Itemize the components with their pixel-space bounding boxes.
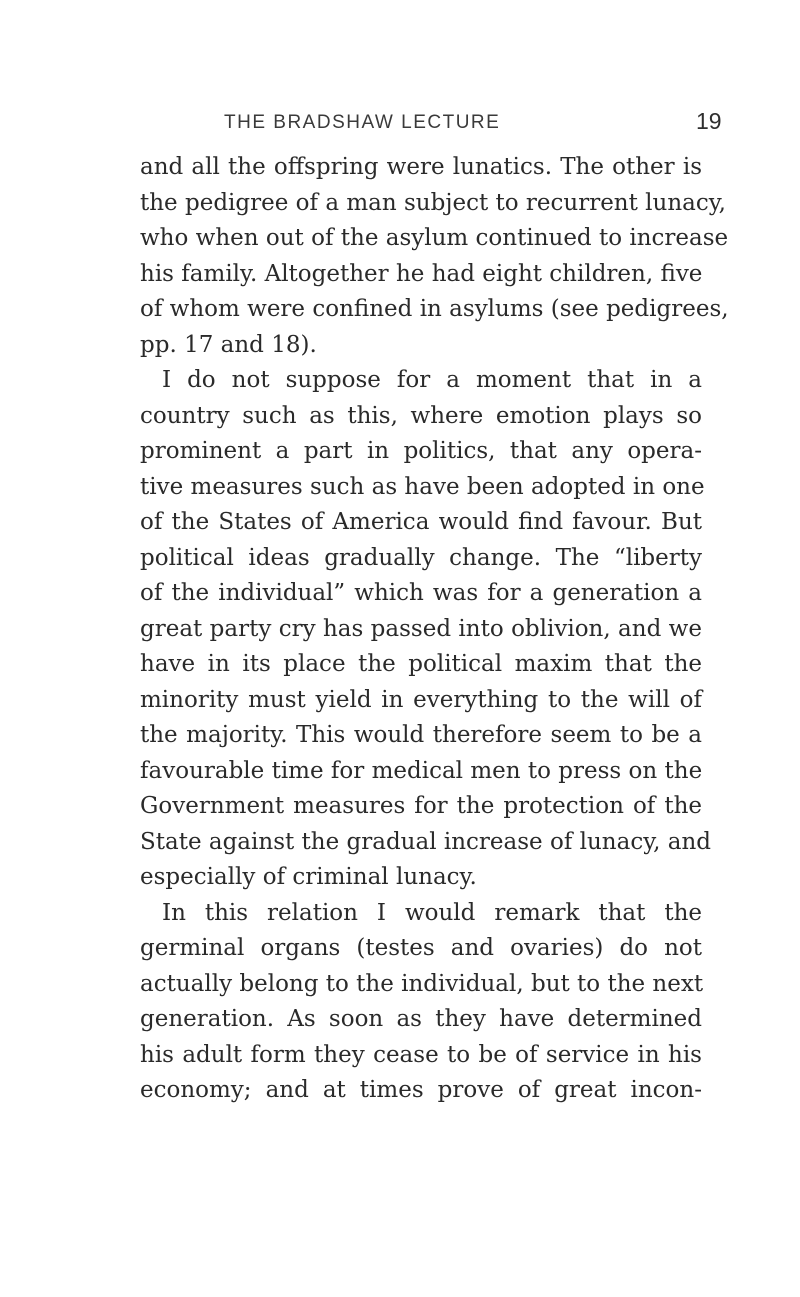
text-line: country such as this, where emotion plays so — [140, 402, 702, 429]
page-number: 19 — [696, 108, 722, 134]
text-line: who when out of the asylum continued to increase — [140, 225, 729, 251]
text-line: the majority. This would therefore seem to be a — [140, 722, 702, 748]
text-line: generation. As soon as they have determined — [140, 1006, 702, 1032]
text-line: great party cry has passed into oblivion, and we — [140, 615, 702, 642]
text-line: Government measures for the protection of the — [140, 793, 702, 819]
text-line: pp. 17 and 18). — [140, 331, 317, 358]
text-line: the pedigree of a man subject to recurrent lunacy, — [140, 189, 726, 216]
text-line: especially of criminal lunacy. — [140, 864, 477, 890]
paragraph-start: In this relation I would remark that the — [162, 899, 702, 926]
text-line: tive measures such as have been adopted in one — [140, 473, 705, 500]
text-line: minority must yield in everything to the will of — [140, 686, 702, 713]
text-line: and all the offspring were lunatics. The other is — [140, 154, 702, 180]
text-line: economy; and at times prove of great incon- — [140, 1077, 702, 1103]
text-line: prominent a part in politics, that any opera- — [140, 438, 702, 464]
text-line: political ideas gradually change. The “liberty — [140, 544, 702, 571]
text-line: of the States of America would find favour. But — [140, 509, 702, 535]
text-line: his adult form they cease to be of service in his — [140, 1041, 702, 1068]
text-line: State against the gradual increase of lunacy, and — [140, 828, 712, 855]
text-line: favourable time for medical men to press on the — [140, 757, 703, 784]
running-title: THE BRADSHAW LECTURE — [224, 112, 501, 133]
text-line: have in its place the political maxim that the — [140, 651, 702, 677]
running-head — [0, 108, 800, 142]
text-line: his family. Altogether he had eight children, five — [140, 260, 703, 287]
paragraph-start: I do not suppose for a moment that in a — [162, 367, 702, 393]
text-line: of the individual” which was for a generation a — [140, 580, 702, 606]
text-line: actually belong to the individual, but to the next — [140, 970, 704, 997]
body-text — [140, 150, 729, 1109]
text-line: of whom were confined in asylums (see pedigrees, — [140, 296, 729, 322]
text-line: germinal organs (testes and ovaries) do not — [140, 935, 702, 961]
